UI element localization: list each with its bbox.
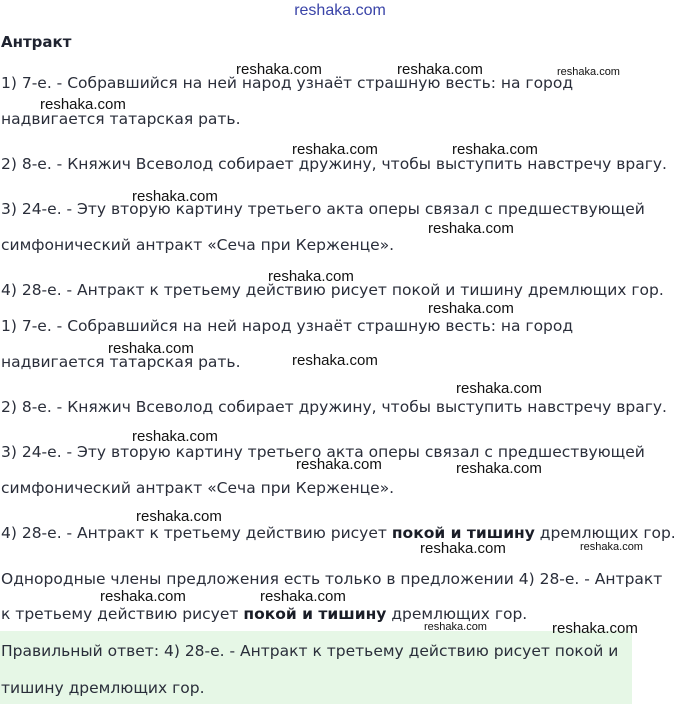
option-2: 2) 8-е. - Княжич Всеволод собирает дружину, чтобы выступить навстречу врагу. xyxy=(1,398,667,416)
watermark: reshaka.com xyxy=(136,508,222,525)
answer-line-2: тишину дремлющих гор. xyxy=(1,679,205,697)
watermark: reshaka.com xyxy=(292,141,378,158)
watermark: reshaka.com xyxy=(420,540,506,557)
watermark: reshaka.com xyxy=(557,66,620,78)
watermark: reshaka.com xyxy=(452,141,538,158)
option-3-line-1: 3) 24-е. - Эту вторую картину третьего акта оперы связал с предшествующей xyxy=(1,200,645,218)
watermark: reshaka.com xyxy=(456,380,542,397)
homogeneous-members: покой и тишину xyxy=(243,605,387,623)
explanation-line-1: Однородные члены предложения есть только в предложении 4) 28-е. - Антракт xyxy=(1,570,663,588)
option-4-text-start: 4) 28-е. - Антракт к третьему действию рисует xyxy=(1,524,392,542)
watermark: reshaka.com xyxy=(428,300,514,317)
watermark: reshaka.com xyxy=(40,96,126,113)
option-4-text-end: дремлющих гор. xyxy=(534,524,676,542)
option-4-highlighted xyxy=(1,524,676,542)
watermark: reshaka.com xyxy=(580,541,643,553)
answer-line-1: Правильный ответ: 4) 28-е. - Антракт к третьему действию рисует покой и xyxy=(1,642,619,660)
watermark: reshaka.com xyxy=(397,61,483,78)
homogeneous-members: покой и тишину xyxy=(391,524,535,542)
option-2: 2) 8-е. - Княжич Всеволод собирает дружину, чтобы выступить навстречу врагу. xyxy=(1,155,667,173)
watermark: reshaka.com xyxy=(132,188,218,205)
explanation-text-start: к третьему действию рисует xyxy=(1,605,244,623)
watermark: reshaka.com xyxy=(292,352,378,369)
page-title: Антракт xyxy=(1,33,72,51)
watermark: reshaka.com xyxy=(424,621,487,633)
watermark: reshaka.com xyxy=(456,460,542,477)
watermark: reshaka.com xyxy=(428,220,514,237)
watermark: reshaka.com xyxy=(260,588,346,605)
option-1-line-1: 1) 7-е. - Собравшийся на ней народ узнаёт страшную весть: на город xyxy=(1,317,574,335)
site-header[interactable]: reshaka.com xyxy=(294,2,386,19)
watermark: reshaka.com xyxy=(268,268,354,285)
option-4: 4) 28-е. - Антракт к третьему действию рисует покой и тишину дремлющих гор. xyxy=(1,281,664,299)
option-3-line-2: симфонический антракт «Сеча при Керженце». xyxy=(1,236,395,254)
watermark: reshaka.com xyxy=(296,456,382,473)
watermark: reshaka.com xyxy=(132,428,218,445)
watermark: reshaka.com xyxy=(108,340,194,357)
option-3-line-2: симфонический антракт «Сеча при Керженце». xyxy=(1,479,395,497)
watermark: reshaka.com xyxy=(236,61,322,78)
watermark: reshaka.com xyxy=(100,588,186,605)
watermark: reshaka.com xyxy=(552,620,638,637)
option-3-line-1: 3) 24-е. - Эту вторую картину третьего акта оперы связал с предшествующей xyxy=(1,443,645,461)
option-1-line-2: надвигается татарская рать. xyxy=(1,110,241,128)
explanation-text-end: дремлющих гор. xyxy=(386,605,528,623)
option-1-line-2: надвигается татарская рать. xyxy=(1,353,241,371)
option-1-line-1: 1) 7-е. - Собравшийся на ней народ узнаёт страшную весть: на город xyxy=(1,74,574,92)
